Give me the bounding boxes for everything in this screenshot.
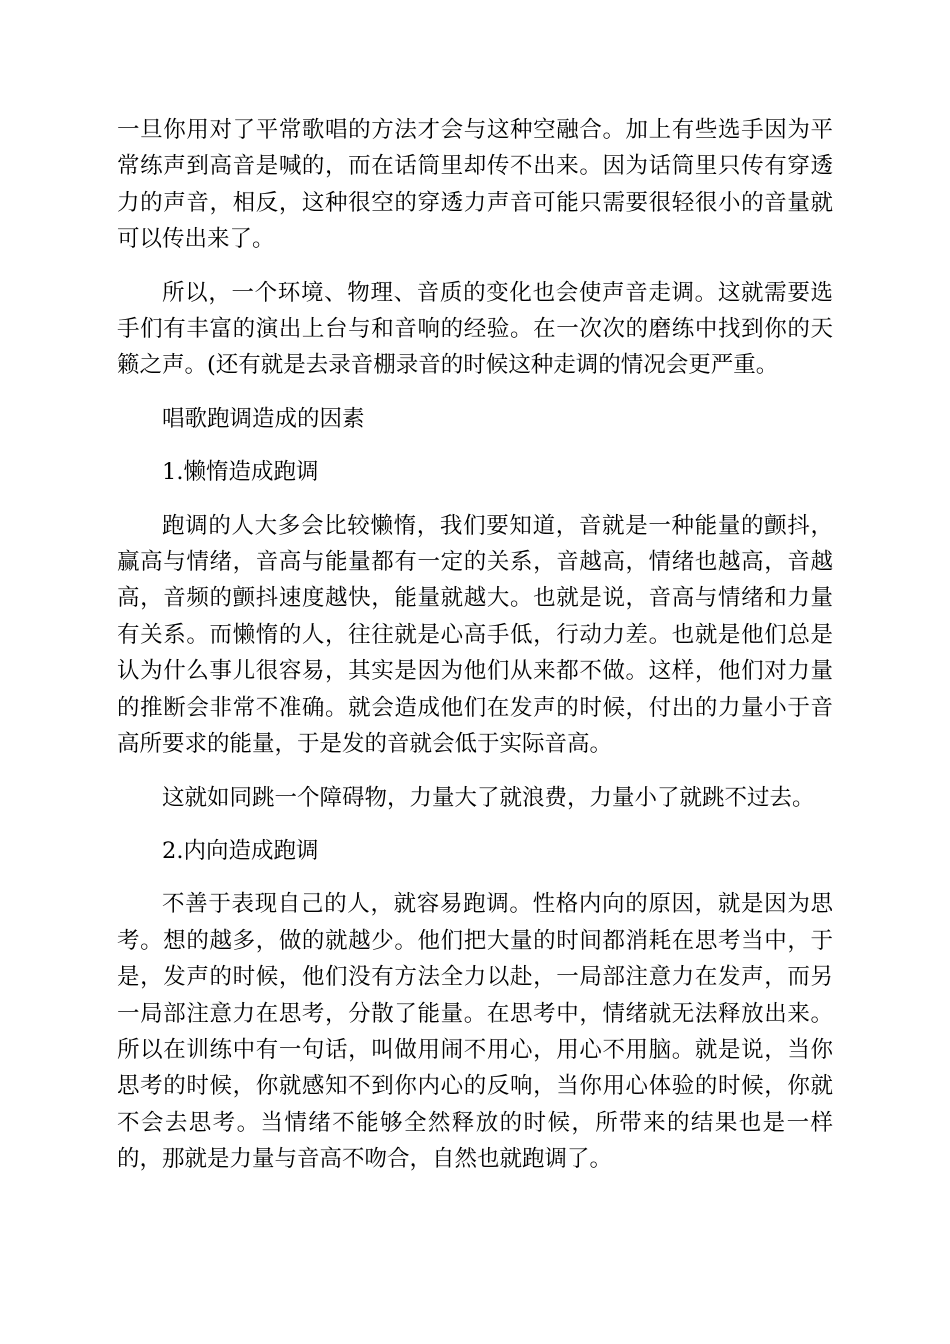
document-page	[117, 112, 833, 1195]
paragraph-obstacle-analogy: 这就如同跳一个障碍物，力量大了就浪费，力量小了就跳不过去。	[162, 784, 815, 811]
paragraph-introversion: 不善于表现自己的人，就容易跑调。性格内向的原因，就是因为思考。想的越多，做的就越少。他们把大量的时间都消耗在思考当中，于是，发声的时候，他们没有方法全力以赴，一局部注意力在发声，而另一局部注意力在思考，分散了能量。在思考中，情绪就无法释放出来。所以在训练中有一句话，叫做用闹不用心，用心不用脑。就是说，当你思考的时候，你就感知不到你内心的反响，当你用心体验的时候，你就不会去思考。当情绪不能够全然释放的时候，所带来的结果也是一样的，那就是力量与音高不吻合，自然也就跑调了。	[117, 891, 833, 1173]
subheading-introversion: 2.内向造成跑调	[162, 837, 319, 864]
section-heading-causes: 唱歌跑调造成的因素	[162, 405, 365, 432]
paragraph-laziness: 跑调的人大多会比较懒惰，我们要知道，音就是一种能量的颤抖，赢高与情绪，音高与能量都有一定的关系，音越高，情绪也越高，音越高，音频的颤抖速度越快，能量就越大。也就是说，音高与情绪和力量有关系。而懒惰的人，往往就是心高手低，行动力差。也就是他们总是认为什么事儿很容易，其实是因为他们从来都不做。这样，他们对力量的推断会非常不准确。就会造成他们在发声的时候，付出的力量小于音高所要求的能量，于是发的音就会低于实际音高。	[117, 512, 833, 758]
paragraph-environment-change: 所以，一个环境、物理、音质的变化也会使声音走调。这就需要选手们有丰富的演出上台与和音响的经验。在一次次的磨练中找到你的天籁之声。(还有就是去录音棚录音的时候这种走调的情况会更严重。	[117, 279, 833, 379]
paragraph-singing-method: 一旦你用对了平常歌唱的方法才会与这种空融合。加上有些选手因为平常练声到高音是喊的，而在话筒里却传不出来。因为话筒里只传有穿透力的声音，相反，这种很空的穿透力声音可能只需要很轻很小的音量就可以传出来了。	[117, 117, 833, 253]
subheading-laziness: 1.懒惰造成跑调	[162, 459, 319, 486]
